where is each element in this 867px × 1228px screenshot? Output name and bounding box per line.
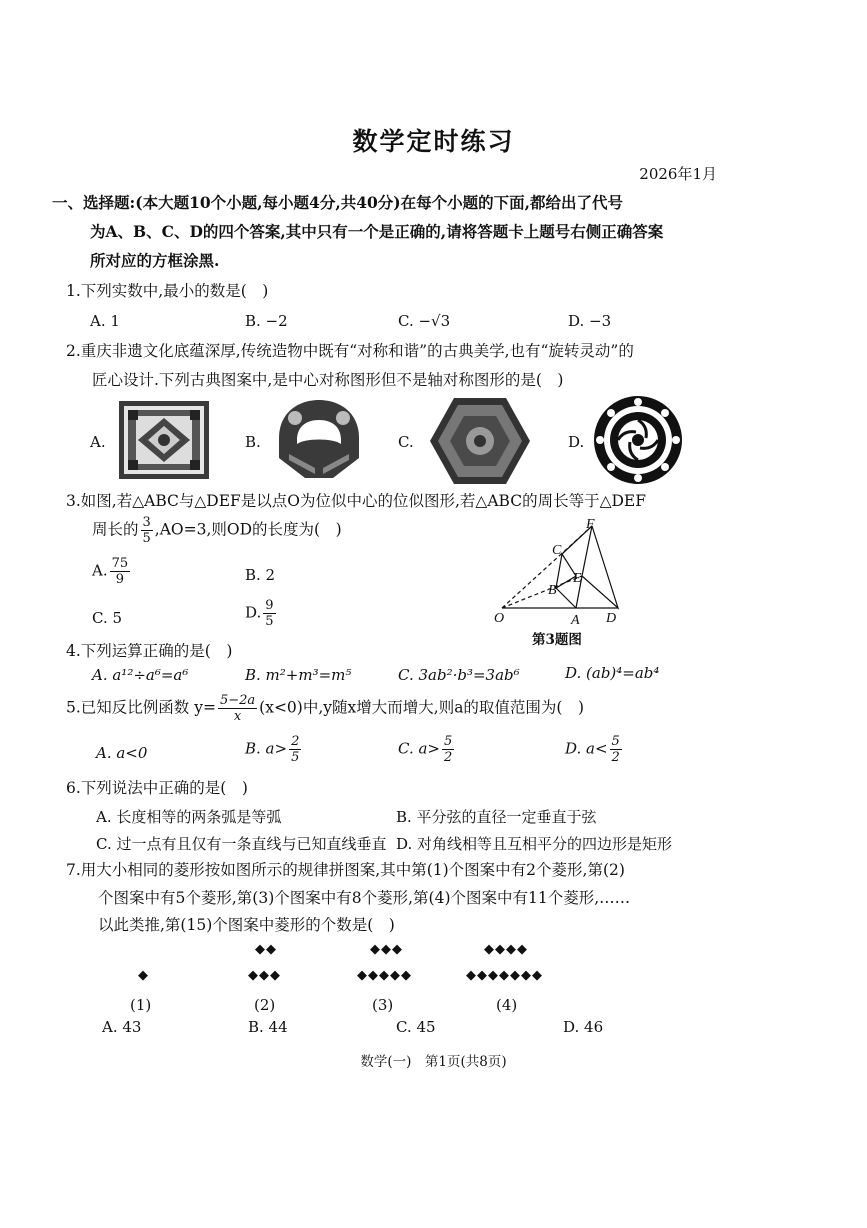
point-c-label: C	[552, 543, 562, 558]
q3-option-d-fraction	[263, 598, 275, 629]
question-7-stem-line3: 以此类推,第(15)个图案中菱形的个数是( )	[98, 916, 395, 934]
q1-option-a: A. 1	[90, 312, 120, 330]
question-3-stem-line1: 3.如图,若△ABC与△DEF是以点O为位似中心的位似图形,若△ABC的周长等于△DEF	[66, 492, 646, 510]
q6-option-d: D. 对角线相等且互相平分的四边形是矩形	[396, 835, 673, 853]
q2-option-c: C.	[398, 433, 414, 451]
q5-b-fraction	[289, 734, 301, 765]
q5-c-fraction	[442, 734, 454, 765]
q7-option-b: B. 44	[248, 1018, 288, 1036]
q2-option-a: A.	[90, 433, 106, 451]
q5-function-fraction	[218, 693, 257, 724]
question-3-stem-line2	[92, 515, 342, 546]
line-oe	[502, 576, 582, 608]
pattern-d-rotating-flower-icon	[592, 394, 684, 486]
q5-c-denominator: 2	[444, 750, 453, 765]
question-1-stem: 1.下列实数中,最小的数是( )	[66, 282, 269, 300]
q2-option-d: D.	[568, 433, 585, 451]
q3-stem-part1: 周长的	[92, 520, 139, 539]
q1-option-c: C. −√3	[398, 312, 451, 330]
point-b-label: B	[548, 583, 557, 598]
point-f-label: F	[586, 517, 595, 532]
q7-pattern-4-label: (4)	[496, 996, 518, 1014]
point-a-label: A	[571, 613, 580, 628]
q6-option-a: A. 长度相等的两条弧是等弧	[96, 808, 282, 826]
q7-pattern-2-top-row: ◆◆	[255, 942, 277, 957]
page-title: 数学定时练习	[352, 127, 515, 156]
exam-date: 2026年1月	[639, 165, 717, 183]
q5-d-denominator: 2	[611, 750, 620, 765]
q4-option-a: A. a¹²÷a⁶=a⁶	[92, 666, 189, 684]
section-heading	[52, 188, 623, 218]
q2-option-b: B.	[245, 433, 261, 451]
pattern-a-square-ornament-icon	[118, 400, 210, 480]
question-5-stem	[66, 693, 584, 724]
q5-d-fraction	[610, 734, 622, 765]
q1-option-b: B. −2	[245, 312, 288, 330]
q3-option-d-label: D.	[245, 603, 262, 622]
q4-option-d: D. (ab)⁴=ab⁴	[565, 664, 660, 682]
q3-option-a-fraction	[110, 556, 131, 587]
q6-option-b: B. 平分弦的直径一定垂直于弦	[396, 808, 597, 826]
q5-b-denominator: 5	[291, 750, 300, 765]
section-title: 一、选择题:	[52, 193, 136, 212]
q7-pattern-1-label: (1)	[130, 996, 152, 1014]
q7-pattern-3-label: (3)	[372, 996, 394, 1014]
q7-pattern-4-bottom-row: ◆◆◆◆◆◆◆	[466, 968, 543, 983]
q5-option-d	[565, 734, 624, 765]
q3-option-d	[245, 598, 278, 629]
q7-option-c: C. 45	[396, 1018, 436, 1036]
question-7-stem-line2: 个图案中有5个菱形,第(3)个图案中有8个菱形,第(4)个图案中有11个菱形,……	[98, 889, 631, 907]
q7-pattern-3-bottom-row: ◆◆◆◆◆	[357, 968, 412, 983]
pattern-c-hexagon-ornament-icon	[428, 396, 532, 486]
point-d-label: D	[606, 611, 617, 626]
section-intro: (本大题10个小题,每小题4分,共40分)在每个小题的下面,都给出了代号	[135, 193, 624, 212]
q3-option-a-label: A.	[92, 561, 108, 580]
q7-pattern-2-label: (2)	[254, 996, 276, 1014]
q7-pattern-4-top-row: ◆◆◆◆	[484, 942, 528, 957]
q5-b-numerator: 2	[291, 734, 300, 749]
q5-fn-numerator: 5−2a	[219, 693, 256, 708]
q1-option-d: D. −3	[568, 312, 612, 330]
q3-option-c: C. 5	[92, 609, 123, 627]
q3-fraction-numerator: 3	[142, 515, 151, 530]
q5-c-numerator: 5	[444, 734, 453, 749]
q3-figure-caption: 第3题图	[532, 632, 582, 648]
page-footer: 数学(一) 第1页(共8页)	[360, 1054, 507, 1070]
q5-option-b	[245, 734, 303, 765]
q3-option-a	[92, 556, 132, 587]
question-2-stem-line1: 2.重庆非遗文化底蕴深厚,传统造物中既有“对称和谐”的古典美学,也有“旋转灵动”的	[66, 342, 634, 360]
q3-d-denominator: 5	[265, 614, 274, 629]
q5-option-a: A. a<0	[96, 744, 148, 762]
q4-option-b: B. m²+m³=m⁵	[245, 666, 352, 684]
q3-stem-part2: ,AO=3,则OD的长度为( )	[154, 520, 342, 539]
q5-option-c	[398, 734, 456, 765]
section-intro-line3: 所对应的方框涂黑.	[90, 251, 220, 270]
q3-a-numerator: 75	[111, 556, 129, 571]
q3-homothety-figure	[488, 516, 630, 628]
q3-a-denominator: 9	[115, 572, 125, 587]
q5-stem-part2: (x<0)中,y随x增大而增大,则a的取值范围为( )	[259, 698, 585, 717]
q7-pattern-3-top-row: ◆◆◆	[370, 942, 403, 957]
question-7-stem-line1: 7.用大小相同的菱形按如图所示的规律拼图案,其中第(1)个图案中有2个菱形,第(2)	[66, 861, 625, 879]
q7-pattern-1-row: ◆	[138, 968, 149, 983]
q5-c-label: C. a>	[398, 739, 440, 758]
question-4-stem: 4.下列运算正确的是( )	[66, 642, 233, 660]
q5-d-numerator: 5	[611, 734, 620, 749]
point-e-label: E	[573, 571, 582, 586]
q5-d-label: D. a<	[565, 739, 608, 758]
q7-pattern-2-bottom-row: ◆◆◆	[248, 968, 281, 983]
q3-fraction	[141, 515, 153, 546]
q5-b-label: B. a>	[245, 739, 288, 758]
q7-option-d: D. 46	[563, 1018, 604, 1036]
question-2-stem-line2: 匠心设计.下列古典图案中,是中心对称图形但不是轴对称图形的是( )	[92, 371, 564, 389]
q3-d-numerator: 9	[265, 598, 274, 613]
point-o-label: O	[494, 611, 505, 626]
q5-stem-part1: 5.已知反比例函数 y=	[66, 698, 216, 717]
triangle-def	[582, 526, 618, 608]
q5-fn-denominator: x	[233, 709, 242, 724]
q4-option-c: C. 3ab²·b³=3ab⁶	[398, 666, 520, 684]
q3-fraction-denominator: 5	[142, 531, 151, 546]
q6-option-c: C. 过一点有且仅有一条直线与已知直线垂直	[96, 835, 387, 853]
question-6-stem: 6.下列说法中正确的是( )	[66, 779, 248, 797]
pattern-b-lock-ornament-icon	[275, 398, 363, 480]
section-intro-line2: 为A、B、C、D的四个答案,其中只有一个是正确的,请将答题卡上题号右侧正确答案	[90, 222, 664, 241]
q7-option-a: A. 43	[102, 1018, 142, 1036]
q3-option-b: B. 2	[245, 566, 276, 584]
